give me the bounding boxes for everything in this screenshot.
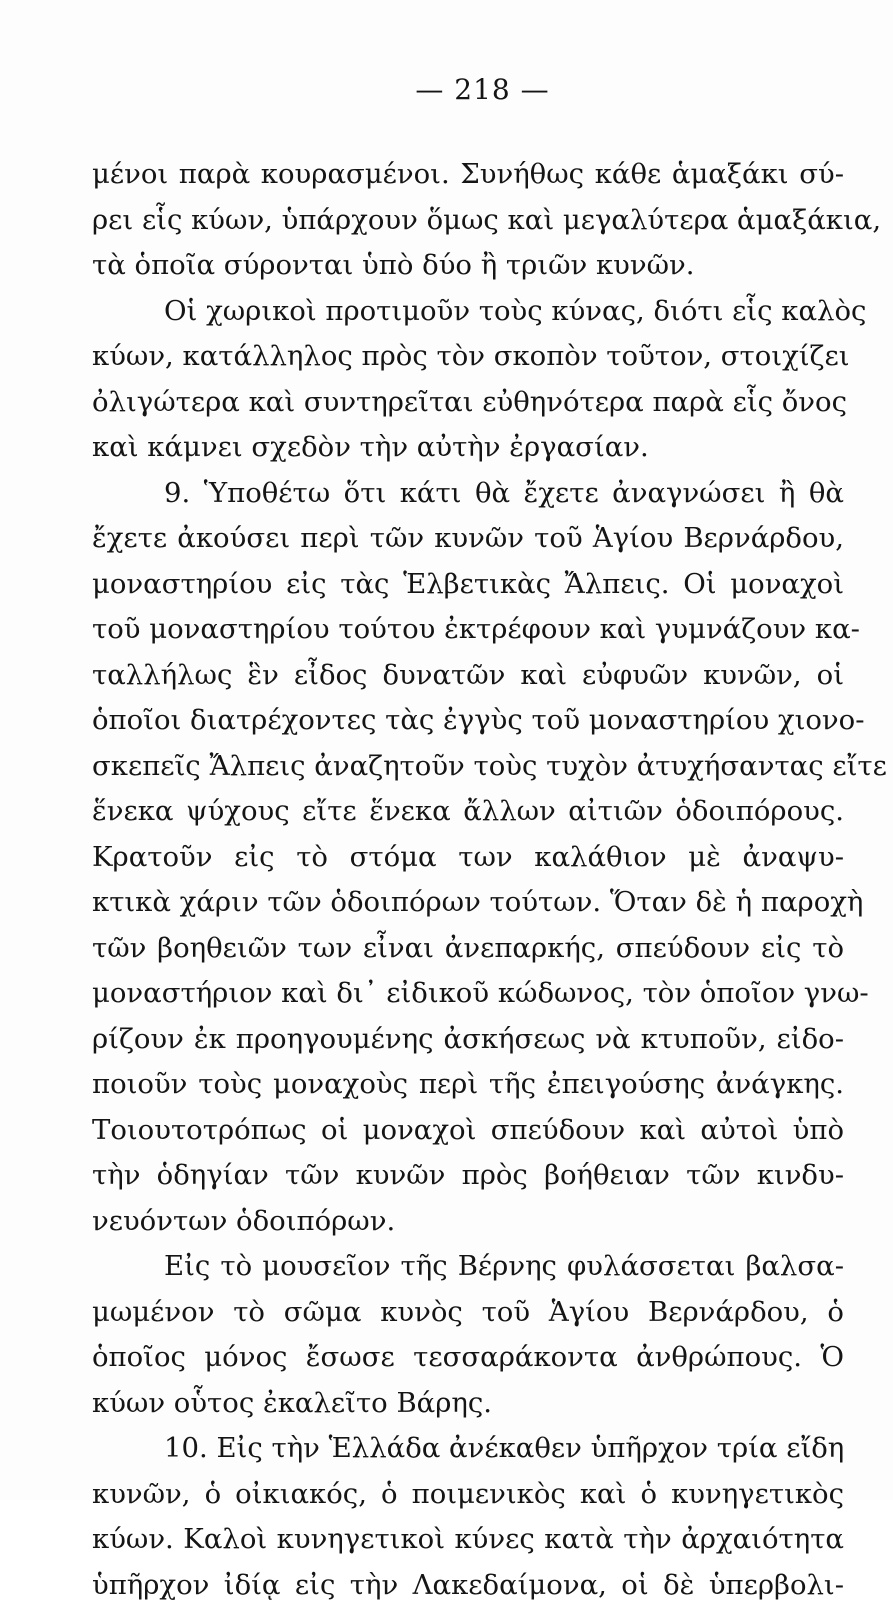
text-line: τὰ ὁποῖα σύρονται ὑπὸ δύο ἢ τριῶν κυνῶν. xyxy=(92,243,844,289)
text-line: Τοιουτοτρόπως οἱ μοναχοὶ σπεύδουν καὶ αὐτοὶ ὑπὸ xyxy=(92,1108,844,1154)
text-line: καὶ κάμνει σχεδὸν τὴν αὐτὴν ἐργασίαν. xyxy=(92,425,844,471)
text-line: τῶν βοηθειῶν των εἶναι ἀνεπαρκής, σπεύδουν εἰς τὸ xyxy=(92,926,844,972)
text-line: Εἰς τὸ μουσεῖον τῆς Βέρνης φυλάσσεται βαλσα- xyxy=(92,1244,844,1290)
text-line: ταλλήλως ἓν εἶδος δυνατῶν καὶ εὐφυῶν κυνῶν, οἱ xyxy=(92,653,844,699)
text-line: ὁποῖοι διατρέχοντες τὰς ἐγγὺς τοῦ μοναστηρίου χιονο- xyxy=(92,698,844,744)
text-line: μωμένον τὸ σῶμα κυνὸς τοῦ Ἁγίου Βερνάρδου, ὁ xyxy=(92,1290,844,1336)
text-line: τὴν ὁδηγίαν τῶν κυνῶν πρὸς βοήθειαν τῶν κινδυ- xyxy=(92,1153,844,1199)
text-line: κύων, κατάλληλος πρὸς τὸν σκοπὸν τοῦτον, στοιχίζει xyxy=(92,334,844,380)
text-line: ρίζουν ἐκ προηγουμένης ἀσκήσεως νὰ κτυποῦν, εἰδο- xyxy=(92,1017,844,1063)
text-line: τοῦ μοναστηρίου τούτου ἐκτρέφουν καὶ γυμνάζουν κα- xyxy=(92,607,844,653)
text-line: ὁποῖος μόνος ἔσωσε τεσσαράκοντα ἀνθρώπους. Ὁ xyxy=(92,1335,844,1381)
text-line: μοναστήριον καὶ δι᾿ εἰδικοῦ κώδωνος, τὸν ὁποῖον γνω- xyxy=(92,971,844,1017)
text-line: ἕνεκα ψύχους εἴτε ἕνεκα ἄλλων αἰτιῶν ὁδοιπόρους. xyxy=(92,789,844,835)
text-line: 9. Ὑποθέτω ὅτι κάτι θὰ ἔχετε ἀναγνώσει ἢ θὰ xyxy=(92,471,844,517)
text-line: κύων. Καλοὶ κυνηγετικοὶ κύνες κατὰ τὴν ἀρχαιότητα xyxy=(92,1517,844,1563)
text-line: ἔχετε ἀκούσει περὶ τῶν κυνῶν τοῦ Ἁγίου Βερνάρδου, xyxy=(92,516,844,562)
text-line: σκεπεῖς Ἄλπεις ἀναζητοῦν τοὺς τυχὸν ἀτυχήσαντας εἴτε xyxy=(92,744,844,790)
text-line: κτικὰ χάριν τῶν ὁδοιπόρων τούτων. Ὅταν δὲ ἡ παροχὴ xyxy=(92,880,844,926)
text-line: κυνῶν, ὁ οἰκιακός, ὁ ποιμενικὸς καὶ ὁ κυνηγετικὸς xyxy=(92,1472,844,1518)
text-line: μένοι παρὰ κουρασμένοι. Συνήθως κάθε ἁμαξάκι σύ- xyxy=(92,152,844,198)
text-line: Κρατοῦν εἰς τὸ στόμα των καλάθιον μὲ ἀναψυ- xyxy=(92,835,844,881)
body-text xyxy=(92,152,844,1608)
text-line: μοναστηρίου εἰς τὰς Ἑλβετικὰς Ἄλπεις. Οἱ μοναχοὶ xyxy=(92,562,844,608)
text-line: νευόντων ὁδοιπόρων. xyxy=(92,1199,844,1245)
page-number: — 218 — xyxy=(92,70,845,110)
text-line: Οἱ χωρικοὶ προτιμοῦν τοὺς κύνας, διότι εἷς καλὸς xyxy=(92,289,844,335)
text-line: ὑπῆρχον ἰδίᾳ εἰς τὴν Λακεδαίμονα, οἱ δὲ ὑπερβολι- xyxy=(92,1563,844,1608)
text-line: 10. Εἰς τὴν Ἑλλάδα ἀνέκαθεν ὑπῆρχον τρία εἴδη xyxy=(92,1426,844,1472)
text-line: ποιοῦν τοὺς μοναχοὺς περὶ τῆς ἐπειγούσης ἀνάγκης. xyxy=(92,1062,844,1108)
text-line: ρει εἷς κύων, ὑπάρχουν ὅμως καὶ μεγαλύτερα ἁμαξάκια, xyxy=(92,198,844,244)
text-line: ὀλιγώτερα καὶ συντηρεῖται εὐθηνότερα παρὰ εἷς ὄνος xyxy=(92,380,844,426)
text-line: κύων οὗτος ἐκαλεῖτο Βάρης. xyxy=(92,1381,844,1427)
